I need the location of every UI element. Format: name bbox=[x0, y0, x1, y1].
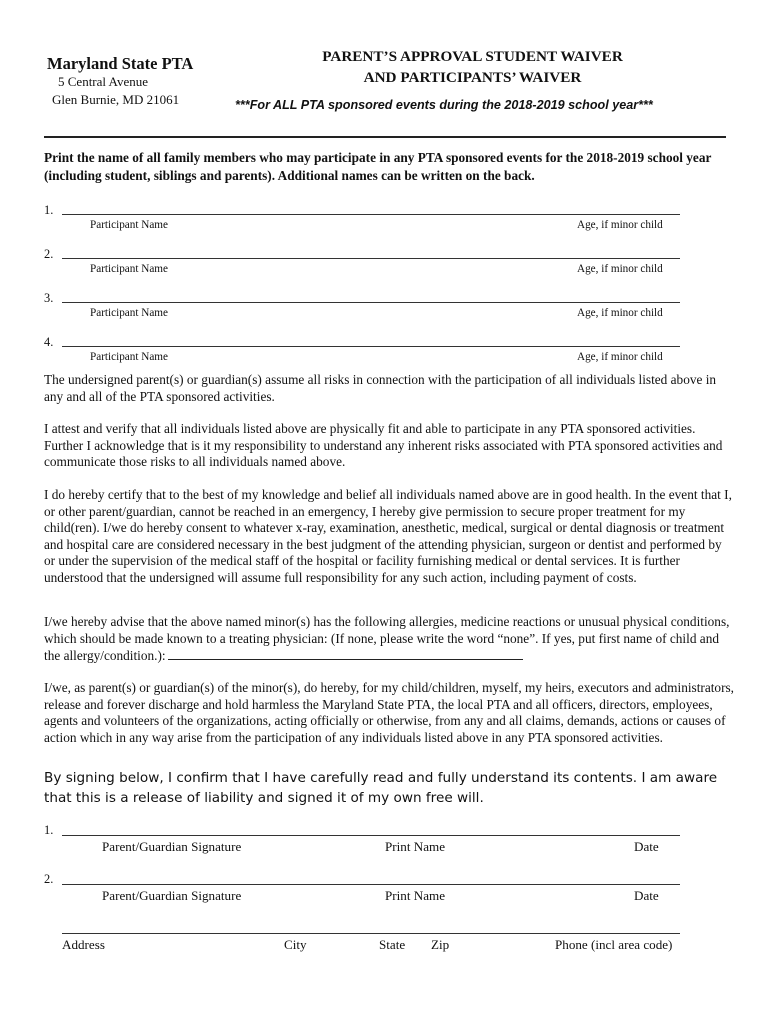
state-label: State bbox=[379, 937, 406, 952]
risk-paragraph: The undersigned parent(s) or guardian(s) assume all risks in connection with the participation of all individuals listed above in any and all of the PTA sponsored activities. bbox=[44, 372, 717, 404]
signature-label: Parent/Guardian Signature bbox=[102, 839, 242, 854]
form-title-line2: AND PARTICIPANTS’ WAIVER bbox=[363, 69, 582, 86]
participant-age-label: Age, if minor child bbox=[577, 307, 663, 319]
participant-name-field[interactable] bbox=[62, 302, 680, 303]
health-paragraph: I do hereby certify that to the best of my knowledge and belief all individuals named above are in good health. In the event that I, or other parent/guardian, cannot be reached in an emergency, I hereby give permission to secure proper treatment for my child(ren). I/we do hereby consent to whatever x-ray, examination, anesthetic, medical, surgical or dental diagnosis or treatment and hospital care are considered necessary in the best judgment of the attending physician, surgeon or dentist and performed by or under the supervision of the medical staff of the hospital or facility furnishing medical or dental services. It is further understood that the undersigned will assume full responsibility for any such action, including payment of costs. bbox=[44, 487, 732, 585]
header-divider bbox=[44, 136, 726, 138]
address-field[interactable] bbox=[62, 933, 680, 934]
instructions: Print the name of all family members who may participate in any PTA sponsored events for the 2018-2019 school year (including student, siblings and parents). Additional names can be written on the back. bbox=[44, 150, 712, 183]
org-name: Maryland State PTA bbox=[47, 54, 194, 73]
participant-name-field[interactable] bbox=[62, 214, 680, 215]
signature-field[interactable] bbox=[62, 884, 680, 885]
participant-number: 3. bbox=[44, 291, 54, 305]
signature-number: 1. bbox=[44, 823, 54, 837]
allergy-paragraph bbox=[44, 614, 734, 665]
participant-name-field[interactable] bbox=[62, 346, 680, 347]
signature-field[interactable] bbox=[62, 835, 680, 836]
address-label: Address bbox=[62, 937, 105, 952]
print-name-label: Print Name bbox=[385, 888, 446, 903]
allergy-text: I/we hereby advise that the above named minor(s) has the following allergies, medicine reactions or unusual physical conditions, which should be made known to a treating physician: (If none, please write the word “none”. If yes, put first name of child and the allergy/condition.): bbox=[44, 614, 730, 663]
org-address-line2: Glen Burnie, MD 21061 bbox=[52, 92, 180, 107]
participant-age-label: Age, if minor child bbox=[577, 351, 663, 363]
city-label: City bbox=[284, 937, 307, 952]
date-label: Date bbox=[634, 839, 659, 854]
participant-name-label: Participant Name bbox=[90, 307, 168, 319]
date-label: Date bbox=[634, 888, 659, 903]
participant-number: 4. bbox=[44, 335, 54, 349]
phone-label: Phone (incl area code) bbox=[555, 937, 673, 952]
zip-label: Zip bbox=[431, 937, 450, 952]
participant-age-label: Age, if minor child bbox=[577, 263, 663, 275]
signature-number: 2. bbox=[44, 872, 54, 886]
org-address-line1: 5 Central Avenue bbox=[58, 74, 149, 89]
print-name-label: Print Name bbox=[385, 839, 446, 854]
participant-number: 2. bbox=[44, 247, 54, 261]
participant-name-label: Participant Name bbox=[90, 219, 168, 231]
release-paragraph: I/we, as parent(s) or guardian(s) of the minor(s), do hereby, for my child/children, myself, my heirs, executors and administrators, release and forever discharge and hold harmless the Maryland State PTA, the local PTA and all officers, directors, employees, agents and volunteers of the organizations, acting officially or otherwise, from any and all claims, demands, actions or causes of action which in any way arise from the participation of any individuals listed above in any PTA sponsored activities. bbox=[44, 680, 735, 745]
signature-label: Parent/Guardian Signature bbox=[102, 888, 242, 903]
allergy-input-line[interactable] bbox=[168, 647, 523, 660]
confirm-statement: By signing below, I confirm that I have carefully read and fully understand its contents. I am aware that this is a release of liability and signed it of my own free will. bbox=[44, 770, 718, 806]
participant-name-label: Participant Name bbox=[90, 351, 168, 363]
participant-name-field[interactable] bbox=[62, 258, 680, 259]
form-subtitle: ***For ALL PTA sponsored events during the 2018-2019 school year*** bbox=[235, 98, 653, 112]
participant-age-label: Age, if minor child bbox=[577, 219, 663, 231]
participant-name-label: Participant Name bbox=[90, 263, 168, 275]
participant-number: 1. bbox=[44, 203, 54, 217]
attest-paragraph: I attest and verify that all individuals listed above are physically fit and able to participate in any PTA sponsored activities. Further I acknowledge that is it my responsibility to understand any inherent risks associated with PTA sponsored activities and communicate those risks to all individuals named above. bbox=[44, 421, 723, 469]
form-title-line1: PARENT’S APPROVAL STUDENT WAIVER bbox=[322, 48, 623, 65]
